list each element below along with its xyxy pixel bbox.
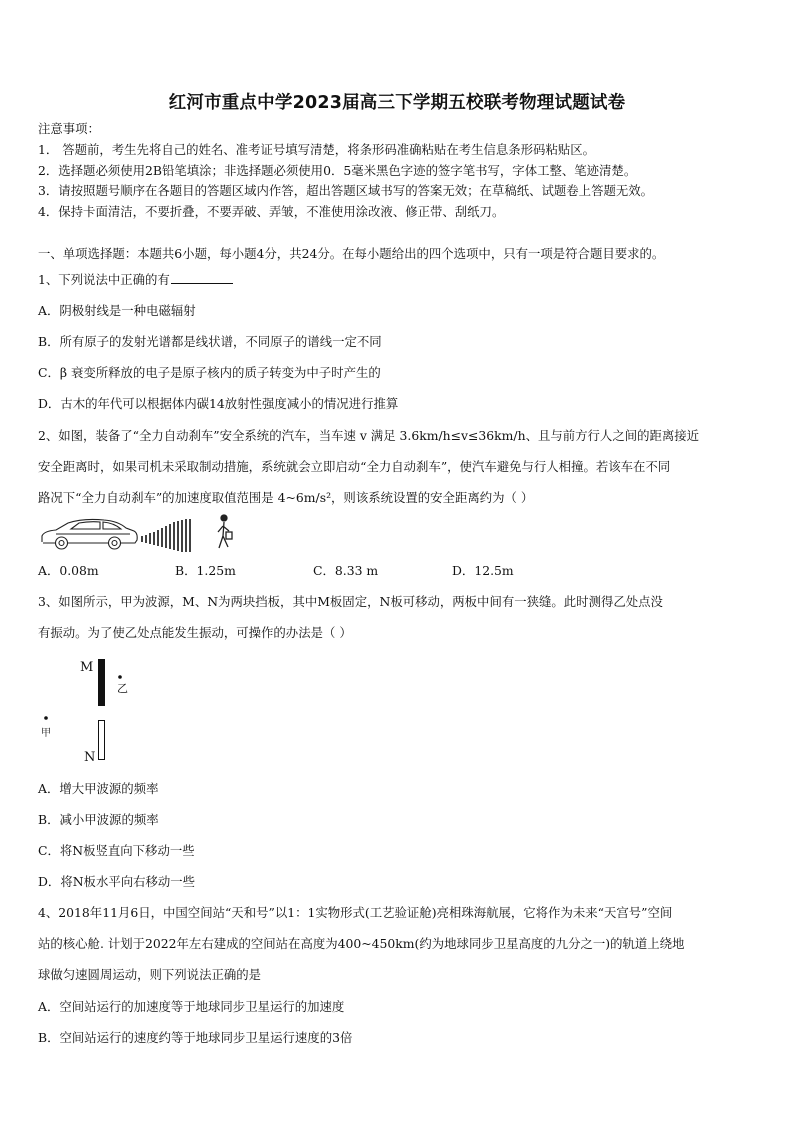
sensor-waves-icon <box>142 519 190 552</box>
q2-option-d: D．12.5m <box>452 563 514 578</box>
notice-heading: 注意事项： <box>38 121 100 136</box>
q3-option-a: A．增大甲波源的频率 <box>38 781 159 796</box>
notice-item-1: 1． 答题前，考生先将自己的姓名、准考证号填写清楚，将条形码准确粘贴在考生信息条形码粘贴区。 <box>38 142 596 157</box>
q1-option-b: B．所有原子的发射光谱都是线状谱，不同原子的谱线一定不同 <box>38 334 382 349</box>
notice-item-3: 3．请按照题号顺序在各题目的答题区域内作答，超出答题区域书写的答案无效；在草稿纸、试题卷上答题无效。 <box>38 183 654 198</box>
q4-stem-line-1: 4、2018年11月6日，中国空间站“天和号”以1：1实物形式(工艺验证舱)亮相珠海航展，它将作为未来“天宫号”空间 <box>38 905 673 920</box>
q1-stem-text: 1、下列说法中正确的有 <box>38 272 170 287</box>
q1-option-d: D．古木的年代可以根据体内碳14放射性强度减小的情况进行推算 <box>38 396 399 411</box>
q2-stem-line-1: 2、如图，装备了“全力自动刹车”安全系统的汽车，当车速 v 满足 3.6km/h≤v≤36km/h、且与前方行人之间的距离接近 <box>38 428 700 443</box>
pedestrian-icon <box>218 515 232 548</box>
q4-option-b: B．空间站运行的速度约等于地球同步卫星运行速度的3倍 <box>38 1030 353 1045</box>
q3-stem-line-2: 有振动。为了使乙处点能发生振动，可操作的办法是（ ） <box>38 625 352 640</box>
page-title: 红河市重点中学2023届高三下学期五校联考物理试题试卷 <box>168 93 626 113</box>
car-pedestrian-figure <box>38 512 238 554</box>
label-jia: 甲 <box>41 728 51 739</box>
q4-option-a: A．空间站运行的加速度等于地球同步卫星运行的加速度 <box>38 999 345 1014</box>
q2-stem-line-3: 路况下“全力自动刹车”的加速度取值范围是 4~6m/s²，则该系统设置的安全距离约为（ ） <box>38 490 534 505</box>
label-m: M <box>80 660 94 675</box>
q2-stem-line-2: 安全距离时，如果司机未采取制动措施，系统就会立即启动“全力自动刹车”，使汽车避免与行人相撞。若该车在不同 <box>38 459 671 474</box>
car-icon <box>42 519 137 549</box>
q3-option-b: B．减小甲波源的频率 <box>38 812 159 827</box>
notice-item-4: 4．保持卡面清洁，不要折叠，不要弄破、弄皱，不准使用涂改液、修正带、刮纸刀。 <box>38 204 505 219</box>
source-jia <box>44 716 48 720</box>
label-n: N <box>84 750 96 764</box>
q1-option-a: A．阴极射线是一种电磁辐射 <box>38 303 196 318</box>
label-yi: 乙 <box>117 682 128 695</box>
barrier-m <box>98 659 105 706</box>
q4-stem-line-2: 站的核心舱. 计划于2022年左右建成的空间站在高度为400~450km(约为地球同步卫星高度的九分之一)的轨道上绕地 <box>38 936 685 951</box>
q3-option-c: C．将N板竖直向下移动一些 <box>38 843 195 858</box>
q2-option-c: C．8.33 m <box>313 563 379 578</box>
q3-option-d: D．将N板水平向右移动一些 <box>38 874 196 889</box>
barrier-n <box>99 721 105 760</box>
q4-stem-line-3: 球做匀速圆周运动，则下列说法正确的是 <box>38 967 262 982</box>
point-yi <box>118 675 122 679</box>
answer-blank <box>171 272 233 284</box>
q1-option-c: C．β 衰变所释放的电子是原子核内的质子转变为中子时产生的 <box>38 365 381 380</box>
notice-item-2: 2．选择题必须使用2B铅笔填涂；非选择题必须使用0．5毫米黑色字迹的签字笔书写，字体工整、笔迹清楚。 <box>38 163 637 178</box>
q2-option-b: B．1.25m <box>175 563 236 578</box>
barrier-figure <box>36 652 146 764</box>
q2-option-a: A．0.08m <box>38 563 99 578</box>
q3-stem-line-1: 3、如图所示，甲为波源，M、N为两块挡板，其中M板固定，N板可移动，两板中间有一狭缝。此时测得乙处点没 <box>38 594 663 609</box>
q1-stem <box>38 272 233 288</box>
section-heading: 一、单项选择题：本题共6小题，每小题4分，共24分。在每小题给出的四个选项中，只有一项是符合题目要求的。 <box>38 246 665 261</box>
